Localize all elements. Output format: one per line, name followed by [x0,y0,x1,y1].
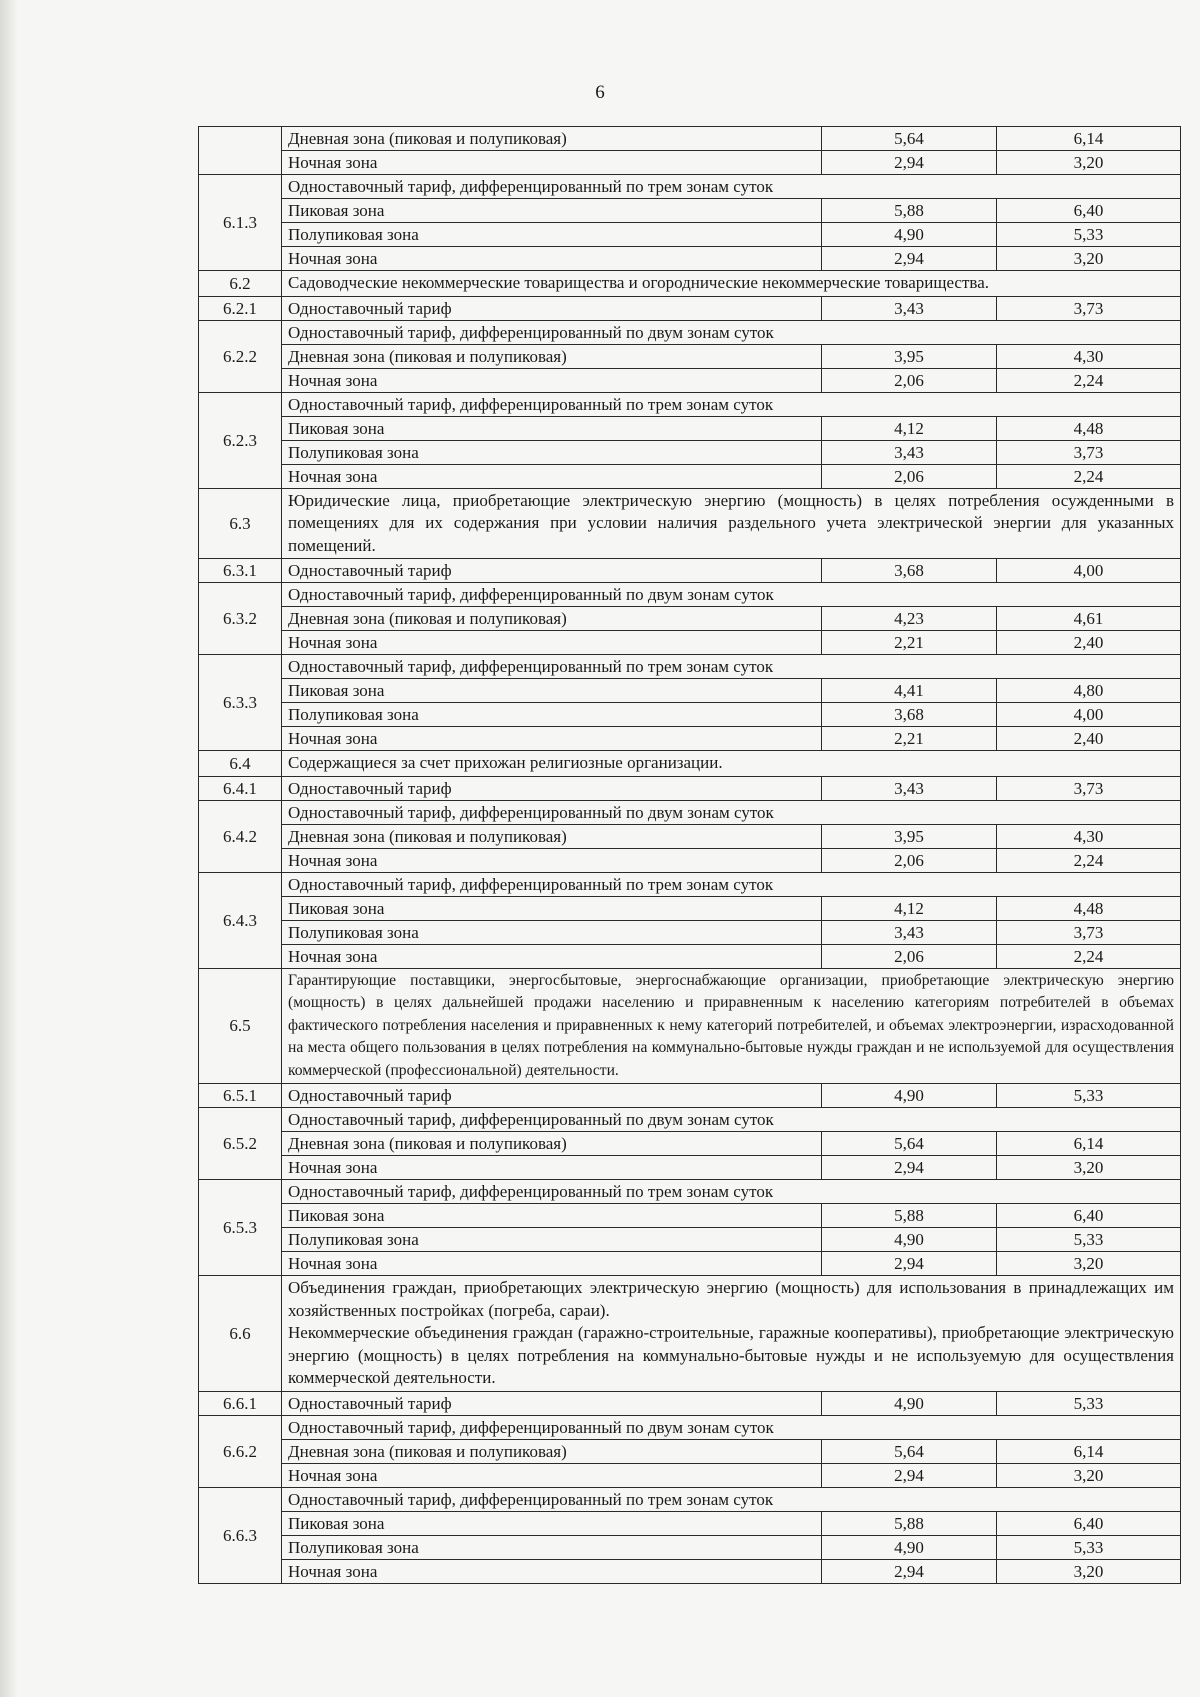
tariff-value-second-half: 5,33 [997,1084,1181,1108]
tariff-value-first-half: 2,94 [822,1252,997,1276]
tariff-row [199,703,1181,727]
tariff-row [199,1463,1181,1487]
tariff-value-first-half: 2,94 [822,151,997,175]
tariff-row [199,944,1181,968]
tariff-row [199,679,1181,703]
tariff-zone-label: Одноставочный тариф [282,559,822,583]
tariff-row [199,1252,1181,1276]
tariff-value-second-half: 2,40 [997,631,1181,655]
section-description: Одноставочный тариф, дифференцированный по двум зонам суток [282,1108,1181,1132]
tariff-row [199,440,1181,464]
section-number: 6.2.2 [199,320,282,392]
tariff-zone-label: Полупиковая зона [282,223,822,247]
scan-edge [0,0,18,1697]
tariff-value-first-half: 2,94 [822,247,997,271]
tariff-row [199,920,1181,944]
tariff-row [199,199,1181,223]
section-number [199,127,282,175]
tariff-zone-label: Ночная зона [282,727,822,751]
tariff-zone-label: Дневная зона (пиковая и полупиковая) [282,127,822,151]
tariff-value-first-half: 5,88 [822,1511,997,1535]
tariff-value-second-half: 4,00 [997,559,1181,583]
section-number: 6.6.2 [199,1415,282,1487]
tariff-row [199,464,1181,488]
tariff-zone-label: Ночная зона [282,631,822,655]
section-header-row [199,751,1181,777]
tariff-row [199,1559,1181,1583]
tariff-body [199,127,1181,1584]
tariff-row [199,607,1181,631]
section-number: 6.4.1 [199,776,282,800]
tariff-zone-label: Пиковая зона [282,199,822,223]
tariff-value-first-half: 4,90 [822,1391,997,1415]
tariff-value-first-half: 5,64 [822,1439,997,1463]
tariff-zone-label: Ночная зона [282,1463,822,1487]
tariff-value-first-half: 4,41 [822,679,997,703]
tariff-value-second-half: 4,30 [997,344,1181,368]
tariff-value-first-half: 4,90 [822,1084,997,1108]
tariff-value-second-half: 5,33 [997,1228,1181,1252]
section-description: Одноставочный тариф, дифференцированный по трем зонам суток [282,872,1181,896]
description-paragraph: Юридические лица, приобретающие электрическую энергию (мощность) в целях потребления осужденными в помещениях для их содержания при условии наличия раздельного учета электрической энергии для указанных помещений. [288,490,1174,555]
tariff-value-second-half: 4,30 [997,824,1181,848]
section-description [282,271,1181,297]
section-description: Одноставочный тариф, дифференцированный по двум зонам суток [282,583,1181,607]
section-number: 6.5.1 [199,1084,282,1108]
tariff-value-first-half: 3,43 [822,296,997,320]
tariff-zone-label: Пиковая зона [282,1511,822,1535]
tariff-row [199,824,1181,848]
section-header-row [199,583,1181,607]
tariff-value-second-half: 2,24 [997,368,1181,392]
tariff-value-first-half: 3,68 [822,559,997,583]
section-description: Одноставочный тариф, дифференцированный по трем зонам суток [282,392,1181,416]
section-description: Одноставочный тариф, дифференцированный по трем зонам суток [282,655,1181,679]
tariff-value-second-half: 4,00 [997,703,1181,727]
tariff-value-first-half: 2,06 [822,944,997,968]
tariff-value-first-half: 4,12 [822,416,997,440]
tariff-value-second-half: 3,20 [997,1252,1181,1276]
tariff-zone-label: Ночная зона [282,1559,822,1583]
section-header-row [199,800,1181,824]
tariff-zone-label: Ночная зона [282,1156,822,1180]
tariff-value-first-half: 5,64 [822,1132,997,1156]
tariff-value-second-half: 4,80 [997,679,1181,703]
tariff-value-second-half: 3,20 [997,1156,1181,1180]
tariff-value-first-half: 2,06 [822,464,997,488]
tariff-zone-label: Одноставочный тариф [282,776,822,800]
section-description [282,1276,1181,1392]
tariff-value-second-half: 6,40 [997,1204,1181,1228]
tariff-row [199,223,1181,247]
tariff-value-first-half: 2,21 [822,631,997,655]
tariff-value-second-half: 6,40 [997,1511,1181,1535]
tariff-zone-label: Ночная зона [282,464,822,488]
section-description: Одноставочный тариф, дифференцированный по двум зонам суток [282,800,1181,824]
section-description [282,751,1181,777]
tariff-value-second-half: 4,48 [997,416,1181,440]
tariff-zone-label: Ночная зона [282,368,822,392]
section-number: 6.4 [199,751,282,777]
tariff-value-second-half: 3,20 [997,151,1181,175]
tariff-value-first-half: 3,43 [822,920,997,944]
tariff-row [199,1535,1181,1559]
tariff-zone-label: Пиковая зона [282,1204,822,1228]
section-number: 6.6.3 [199,1487,282,1583]
tariff-value-first-half: 2,94 [822,1463,997,1487]
section-description: Одноставочный тариф, дифференцированный по двум зонам суток [282,320,1181,344]
tariff-row [199,1228,1181,1252]
tariff-value-second-half: 5,33 [997,1535,1181,1559]
tariff-value-first-half: 3,95 [822,344,997,368]
section-number: 6.3.2 [199,583,282,655]
tariff-row [199,727,1181,751]
tariff-value-second-half: 2,24 [997,848,1181,872]
tariff-row [199,1084,1181,1108]
tariff-zone-label: Одноставочный тариф [282,296,822,320]
section-number: 6.4.3 [199,872,282,968]
section-number: 6.6 [199,1276,282,1392]
tariff-value-first-half: 5,88 [822,1204,997,1228]
tariff-zone-label: Пиковая зона [282,896,822,920]
tariff-value-first-half: 2,94 [822,1156,997,1180]
tariff-zone-label: Полупиковая зона [282,1535,822,1559]
tariff-value-first-half: 3,43 [822,440,997,464]
tariff-row [199,1511,1181,1535]
tariff-row [199,631,1181,655]
tariff-value-second-half: 6,14 [997,1439,1181,1463]
tariff-zone-label: Ночная зона [282,848,822,872]
tariff-row [199,1132,1181,1156]
section-header-row [199,271,1181,297]
tariff-value-second-half: 3,73 [997,296,1181,320]
section-header-row [199,392,1181,416]
section-number: 6.2.3 [199,392,282,488]
section-number: 6.5 [199,968,282,1084]
tariff-value-second-half: 4,48 [997,896,1181,920]
tariff-row [199,559,1181,583]
section-header-row [199,1487,1181,1511]
tariff-row [199,151,1181,175]
tariff-value-second-half: 2,24 [997,464,1181,488]
page-number: 6 [595,82,605,103]
tariff-zone-label: Ночная зона [282,1252,822,1276]
tariff-row [199,1439,1181,1463]
tariff-value-second-half: 3,73 [997,776,1181,800]
section-number: 6.3.3 [199,655,282,751]
tariff-row [199,368,1181,392]
section-header-row [199,872,1181,896]
tariff-zone-label: Одноставочный тариф [282,1084,822,1108]
section-number: 6.5.2 [199,1108,282,1180]
tariff-value-first-half: 4,90 [822,223,997,247]
tariff-value-second-half: 5,33 [997,223,1181,247]
tariff-value-first-half: 3,95 [822,824,997,848]
tariff-value-second-half: 3,20 [997,247,1181,271]
description-paragraph: Содержащиеся за счет прихожан религиозные организации. [288,753,723,772]
section-header-row [199,1415,1181,1439]
section-number: 6.2.1 [199,296,282,320]
tariff-value-second-half: 6,14 [997,127,1181,151]
tariff-zone-label: Дневная зона (пиковая и полупиковая) [282,344,822,368]
description-paragraph: Садоводческие некоммерческие товарищества и огороднические некоммерческие товарищества. [288,273,989,292]
tariff-row [199,776,1181,800]
description-paragraph: Гарантирующие поставщики, энергосбытовые, энергоснабжающие организации, приобретающие электрическую энергию (мощность) в целях дальнейшей продажи населению и приравненным к населению категориям потребителей в объемах фактического потребления населения и приравненных к нему категорий потребителей, и объемах электроэнергии, израсходованной на места общего пользования в целях потребления на коммунально-бытовые нужды граждан и не используемой для осуществления коммерческой (профессиональной) деятельности. [288,971,1174,1079]
section-number: 6.3 [199,488,282,559]
section-description: Одноставочный тариф, дифференцированный по трем зонам суток [282,1487,1181,1511]
tariff-zone-label: Полупиковая зона [282,920,822,944]
tariff-value-first-half: 3,68 [822,703,997,727]
tariff-zone-label: Дневная зона (пиковая и полупиковая) [282,1439,822,1463]
section-number: 6.5.3 [199,1180,282,1276]
tariff-row [199,416,1181,440]
section-header-row [199,968,1181,1084]
description-paragraph: Некоммерческие объединения граждан (гаражно-строительные, гаражные кооперативы), приобретающие электрическую энергию (мощность) в целях потребления на коммунально-бытовые нужды и не используемую для осуществления коммерческой деятельности. [288,1323,1174,1387]
section-header-row [199,1108,1181,1132]
tariff-zone-label: Пиковая зона [282,416,822,440]
tariff-row [199,1391,1181,1415]
tariff-zone-label: Дневная зона (пиковая и полупиковая) [282,824,822,848]
section-number: 6.1.3 [199,175,282,271]
tariff-table [198,126,1181,1584]
section-number: 6.4.2 [199,800,282,872]
tariff-row [199,296,1181,320]
tariff-value-first-half: 2,94 [822,1559,997,1583]
section-description [282,968,1181,1084]
section-number: 6.3.1 [199,559,282,583]
tariff-row [199,1204,1181,1228]
tariff-row [199,247,1181,271]
tariff-zone-label: Полупиковая зона [282,703,822,727]
tariff-row [199,344,1181,368]
section-description [282,488,1181,559]
tariff-row [199,127,1181,151]
tariff-value-first-half: 2,06 [822,368,997,392]
tariff-value-first-half: 5,88 [822,199,997,223]
tariff-value-second-half: 3,73 [997,920,1181,944]
tariff-value-second-half: 3,20 [997,1559,1181,1583]
tariff-value-first-half: 3,43 [822,776,997,800]
tariff-value-first-half: 4,12 [822,896,997,920]
tariff-zone-label: Дневная зона (пиковая и полупиковая) [282,1132,822,1156]
tariff-value-second-half: 3,73 [997,440,1181,464]
tariff-row [199,896,1181,920]
description-paragraph: Объединения граждан, приобретающих электрическую энергию (мощность) для использования в принадлежащих им хозяйственных постройках (погреба, сараи). [288,1278,1174,1320]
tariff-value-second-half: 4,61 [997,607,1181,631]
section-header-row [199,488,1181,559]
tariff-zone-label: Пиковая зона [282,679,822,703]
section-description: Одноставочный тариф, дифференцированный по трем зонам суток [282,175,1181,199]
tariff-zone-label: Одноставочный тариф [282,1391,822,1415]
tariff-row [199,848,1181,872]
section-description: Одноставочный тариф, дифференцированный по двум зонам суток [282,1415,1181,1439]
tariff-value-first-half: 4,23 [822,607,997,631]
tariff-value-second-half: 6,14 [997,1132,1181,1156]
section-header-row [199,1276,1181,1392]
section-header-row [199,175,1181,199]
tariff-value-first-half: 5,64 [822,127,997,151]
section-header-row [199,655,1181,679]
section-number: 6.6.1 [199,1391,282,1415]
tariff-zone-label: Дневная зона (пиковая и полупиковая) [282,607,822,631]
tariff-zone-label: Ночная зона [282,944,822,968]
tariff-value-first-half: 4,90 [822,1228,997,1252]
tariff-value-first-half: 4,90 [822,1535,997,1559]
tariff-value-second-half: 2,40 [997,727,1181,751]
section-description: Одноставочный тариф, дифференцированный по трем зонам суток [282,1180,1181,1204]
section-header-row [199,320,1181,344]
tariff-row [199,1156,1181,1180]
tariff-value-second-half: 3,20 [997,1463,1181,1487]
section-header-row [199,1180,1181,1204]
section-number: 6.2 [199,271,282,297]
tariff-value-first-half: 2,21 [822,727,997,751]
tariff-value-second-half: 2,24 [997,944,1181,968]
tariff-zone-label: Полупиковая зона [282,440,822,464]
tariff-zone-label: Ночная зона [282,247,822,271]
tariff-value-second-half: 5,33 [997,1391,1181,1415]
tariff-value-second-half: 6,40 [997,199,1181,223]
tariff-zone-label: Ночная зона [282,151,822,175]
tariff-zone-label: Полупиковая зона [282,1228,822,1252]
tariff-value-first-half: 2,06 [822,848,997,872]
